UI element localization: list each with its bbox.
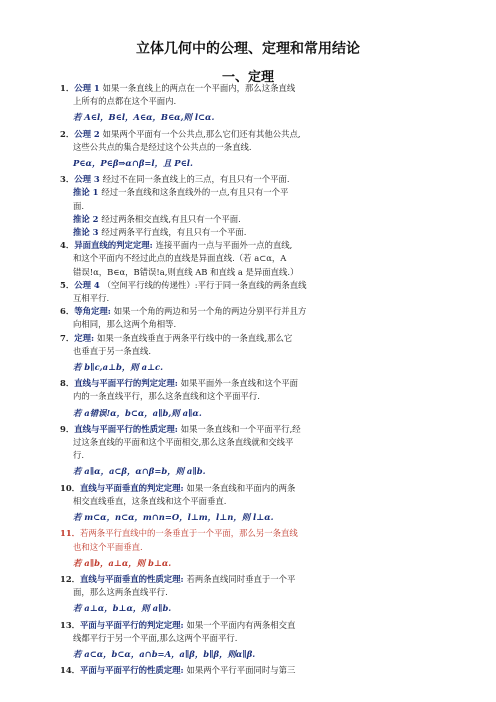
theorem-label: 直线与平面平行的性质定理: xyxy=(74,423,181,434)
theorem-label: 公理 3 xyxy=(74,174,103,185)
theorem-item xyxy=(60,82,452,125)
theorem-label: 直线与平面垂直的性质定理: xyxy=(80,573,187,584)
theorem-item xyxy=(60,423,452,479)
theorem-text: 如果两个平面有一个公共点,那么它们还有其他公共点, xyxy=(102,128,301,139)
theorem-number: 11． xyxy=(60,528,81,539)
theorem-label: 异面直线的判定定理: xyxy=(74,240,156,251)
theorem-item xyxy=(60,482,452,525)
theorem-text: 经过两条相交直线,有且只有一个平面. xyxy=(101,213,241,224)
theorem-text: 连接平面内一点与平面外一点的直线, xyxy=(155,240,293,251)
theorem-first-line xyxy=(60,226,452,239)
theorem-first-line xyxy=(60,377,452,390)
theorem-item xyxy=(60,226,452,239)
theorem-text: 若两条直线同时垂直于一个平 xyxy=(186,573,296,584)
theorem-text: 如果一个平面内有两条相交直 xyxy=(186,619,296,630)
theorem-text-continued: 互相平行. xyxy=(73,293,110,304)
theorem-item xyxy=(60,527,452,570)
theorem-item xyxy=(60,279,452,305)
theorem-label: 公理 1 xyxy=(74,83,103,93)
theorem-formula: 若 A∈l，B∈l，A∈α，B∈α,则 l⊂α. xyxy=(73,112,215,123)
theorem-formula: 若 a⊥α，b⊥α，则 a∥b. xyxy=(73,603,172,614)
theorem-label: 平面与平面平行的性质定理: xyxy=(80,665,187,676)
theorem-first-line xyxy=(60,173,452,186)
theorem-text-continued: 面. xyxy=(73,200,85,211)
theorem-label: 直线与平面垂直的判定定理: xyxy=(80,482,187,493)
theorem-first-line xyxy=(60,128,452,141)
theorem-item xyxy=(60,573,452,616)
theorem-item xyxy=(60,619,452,662)
theorem-item xyxy=(60,239,452,279)
theorem-text: 如果一条直线和平面内的两条 xyxy=(186,482,296,493)
theorem-text-continued: 也和这个平面垂直. xyxy=(73,541,143,552)
theorem-text-continued: 内的一条直线平行，那么这条直线和这个平面平行. xyxy=(73,391,260,402)
theorem-first-line xyxy=(60,213,452,226)
theorem-item xyxy=(60,128,452,171)
theorem-text: 经过一条直线和这条直线外的一点,有且只有一个平 xyxy=(101,187,289,198)
theorem-text: 若两条平行直线中的一条垂直于一个平面，那么另一条直线 xyxy=(80,528,298,539)
theorem-item xyxy=(60,213,452,226)
theorem-text-continued: 面，那么这两条直线平行. xyxy=(73,587,168,598)
theorem-first-line xyxy=(60,332,452,345)
theorem-label: 等角定理: xyxy=(74,306,114,317)
theorem-label: 直线与平面平行的判定定理: xyxy=(74,378,181,389)
theorem-number: 13． xyxy=(60,619,81,630)
theorem-text: 经过两条平行直线，有且只有一个平面. xyxy=(101,227,247,238)
theorem-text-continued: 相交直线垂直，这条直线和这个平面垂直. xyxy=(73,495,227,506)
theorem-number: 14． xyxy=(60,665,81,676)
theorem-label: 公理 2 xyxy=(74,128,103,139)
theorem-number: 2． xyxy=(60,128,75,139)
theorem-first-line xyxy=(60,186,452,199)
theorem-text-continued: 过这条直线的平面和这个平面相交,那么这条直线就和交线平 xyxy=(73,437,294,448)
theorem-first-line xyxy=(60,82,452,95)
theorem-first-line xyxy=(60,279,452,292)
document-title: 立体几何中的公理、定理和常用结论 xyxy=(136,41,360,57)
theorem-list xyxy=(60,82,452,677)
theorem-number: 7． xyxy=(60,332,75,343)
theorem-label: 平面与平面平行的判定定理: xyxy=(80,619,187,630)
theorem-text-continued: 线都平行于另一个平面,那么这两个平面平行. xyxy=(73,632,238,643)
theorem-number: 3． xyxy=(60,174,75,185)
theorem-label: 定理: xyxy=(74,332,97,343)
theorem-first-line xyxy=(60,423,452,436)
theorem-number: 9． xyxy=(60,423,75,434)
theorem-text-continued: 和这个平面内不经过此点的直线是异面直线.（若 a⊂α，A xyxy=(73,253,287,264)
theorem-text: 如果一个角的两边和另一个角的两边分别平行并且方 xyxy=(113,306,307,317)
theorem-item xyxy=(60,664,452,677)
theorem-text-continued: 上所有的点都在这个平面内. xyxy=(73,96,177,107)
theorem-first-line xyxy=(60,482,452,495)
theorem-number: 5． xyxy=(60,279,75,290)
theorem-text-continued: 这些公共点的集合是经过这个公共点的一条直线. xyxy=(73,141,252,152)
theorem-first-line xyxy=(60,527,452,540)
corollary-label: 推论 2 xyxy=(73,213,102,224)
theorem-first-line xyxy=(60,664,452,677)
theorem-text: 如果平面外一条直线和这个平面 xyxy=(180,378,298,389)
section-heading: 一、定理 xyxy=(221,70,274,85)
theorem-first-line xyxy=(60,305,452,318)
theorem-number: 4． xyxy=(60,240,75,251)
theorem-formula: P∈α，P∈β⇒α∩β=l，且 P∈l. xyxy=(73,158,193,169)
theorem-number: 8． xyxy=(60,378,75,389)
theorem-text-continued: 向相同，那么这两个角相等. xyxy=(73,319,177,330)
theorem-formula: 若 m⊂α，n⊂α，m∩n=O，l⊥m，l⊥n，则 l⊥α. xyxy=(73,512,274,523)
theorem-first-line xyxy=(60,619,452,632)
theorem-text: （空间平行线的传递性）:平行于同一条直线的两条直线 xyxy=(102,279,307,290)
theorem-text-continued: 也垂直于另一条直线. xyxy=(73,345,152,356)
theorem-item xyxy=(60,305,452,331)
theorem-number: 10． xyxy=(60,482,81,493)
theorem-item xyxy=(60,332,452,375)
theorem-number: 1． xyxy=(60,83,75,93)
theorem-first-line xyxy=(60,573,452,586)
theorem-text-continued: 错误!α，B∈α，B错误!a,则直线 AB 和直线 a 是异面直线.） xyxy=(73,266,299,277)
theorem-first-line xyxy=(60,239,452,252)
theorem-formula: 若 a⊂α，b⊂α，a∩b=A，a∥β，b∥β，则α∥β. xyxy=(73,648,256,659)
theorem-text-continued: 行. xyxy=(73,450,85,461)
theorem-item xyxy=(60,173,452,186)
theorem-formula: 若 a∥α，a⊂β，α∩β=b，则 a∥b. xyxy=(73,466,206,477)
theorem-number: 6． xyxy=(60,306,75,317)
corollary-label: 推论 1 xyxy=(73,187,102,198)
theorem-text: 如果两个平行平面同时与第三 xyxy=(186,665,296,676)
theorem-label: 公理 4 xyxy=(74,279,103,290)
theorem-item xyxy=(60,186,452,212)
theorem-formula: 若 b∥c,a⊥b，则 a⊥c. xyxy=(73,362,164,373)
theorem-formula: 若 a∥b，a⊥α，则 b⊥α. xyxy=(73,557,172,568)
theorem-formula: 若 a错误!α，b⊂α，a∥b,则 a∥α. xyxy=(73,407,202,418)
corollary-label: 推论 3 xyxy=(73,227,102,238)
theorem-text: 经过不在同一条直线上的三点，有且只有一个平面. xyxy=(102,174,290,185)
theorem-text: 如果一条直线和一个平面平行,经 xyxy=(180,423,301,434)
theorem-text: 如果一条直线垂直于两条平行线中的一条直线,那么它 xyxy=(96,332,293,343)
theorem-item xyxy=(60,377,452,420)
theorem-text: 如果一条直线上的两点在一个平面内，那么这条直线 xyxy=(102,83,296,93)
theorem-number: 12． xyxy=(60,573,81,584)
